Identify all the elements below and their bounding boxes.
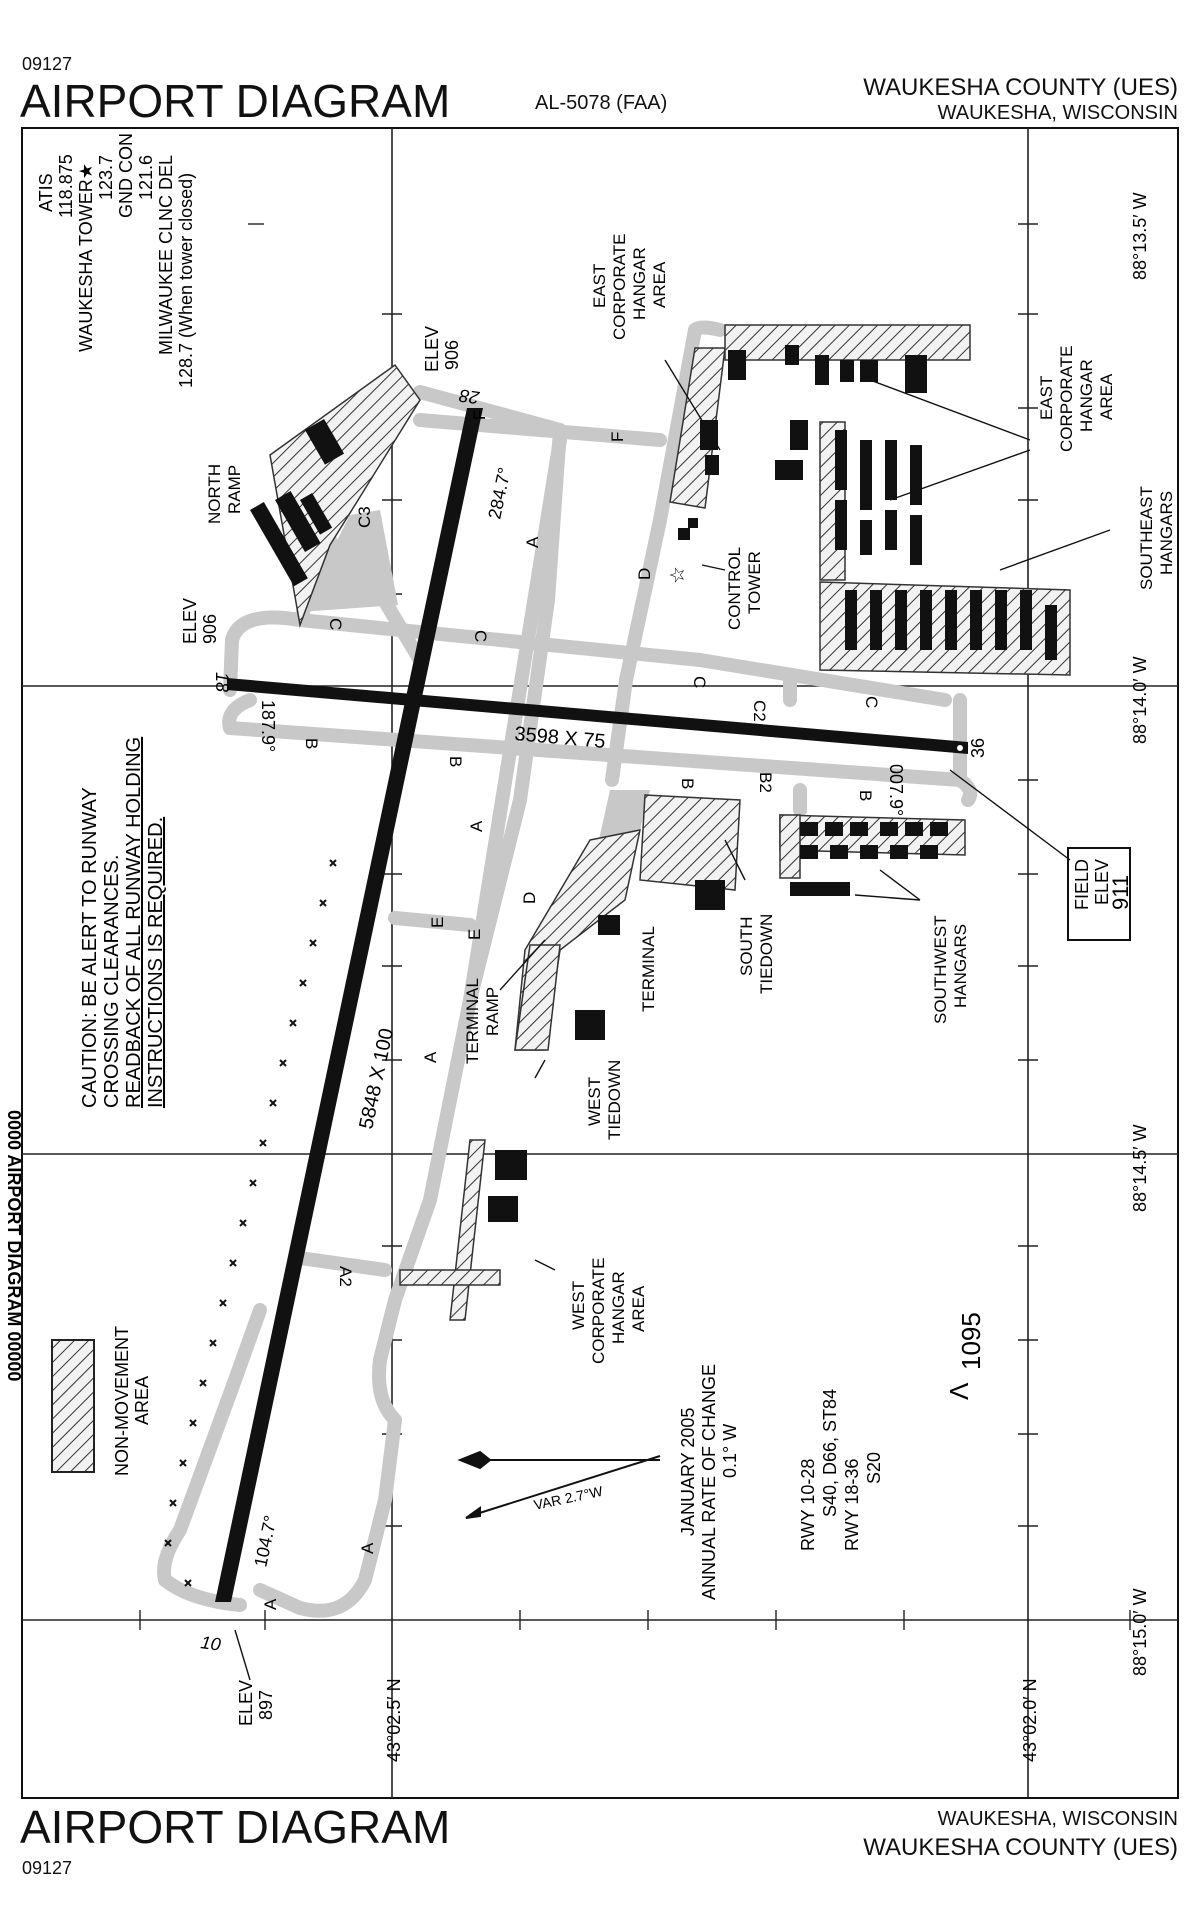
gnd-freq: 121.6 xyxy=(136,154,156,200)
footer-chart-number: 09127 xyxy=(22,1858,73,1878)
lon-label-4: 88°15.0′ W xyxy=(1130,1588,1150,1676)
tower-label: WAUKESHA TOWER★ xyxy=(76,163,96,352)
twy-b-label-4: B xyxy=(856,790,875,802)
north-ramp-line2: RAMP xyxy=(225,464,244,514)
rwy18-end: 18 xyxy=(212,672,232,693)
twy-e-label-2: E xyxy=(465,928,484,940)
west-corp-line2: CORPORATE xyxy=(589,1257,608,1364)
west-tiedown-line1: WEST xyxy=(585,1076,604,1126)
east-corp-w-line1: EAST xyxy=(590,263,609,308)
lon-label-3: 88°14.5′ W xyxy=(1130,1124,1150,1212)
southwest-line2: HANGARS xyxy=(951,923,970,1008)
north-ramp-line1: NORTH xyxy=(205,463,224,524)
twy-a-label-4: A xyxy=(358,1542,377,1554)
twy-c3-label: C3 xyxy=(355,506,374,528)
southeast-line1: SOUTHEAST xyxy=(1137,486,1156,590)
rwy36-end: 36 xyxy=(968,737,988,758)
twy-b-label-1: B xyxy=(302,738,321,750)
twy-c-label-4: C xyxy=(862,696,881,709)
twy-b-label-2: B xyxy=(446,756,465,768)
control-tower-symbol: ☆ xyxy=(667,566,689,584)
twy-c-label-2: C xyxy=(471,630,490,643)
lat-label-1: 43°02.5′ N xyxy=(384,1678,404,1762)
atis-freq: 118.875 xyxy=(56,154,76,218)
caution-line3: READBACK OF ALL RUNWAY HOLDING xyxy=(123,736,145,1108)
lon-label-2: 88°14.0′ W xyxy=(1130,656,1150,744)
terminal-label: TERMINAL xyxy=(639,926,658,1012)
west-corp-line3: HANGAR xyxy=(609,1271,628,1344)
rwy10-end: 10 xyxy=(199,1632,223,1655)
twy-a-label-1: A xyxy=(523,536,542,548)
rwy28-elev-label: ELEV xyxy=(422,325,442,372)
west-corp-line4: AREA xyxy=(629,1285,648,1332)
terminal-ramp-line1: TERMINAL xyxy=(463,978,482,1064)
obstacle-symbol: Λ xyxy=(944,1382,974,1400)
east-corp-w-line4: AREA xyxy=(650,261,669,308)
rwy1-label: RWY 10-28 xyxy=(798,1458,818,1551)
south-tiedown-line2: TIEDOWN xyxy=(757,913,776,994)
chart-number: 09127 xyxy=(22,54,73,74)
lon-label-1: 88°13.5′ W xyxy=(1130,192,1150,280)
rwy10-elev-label: ELEV xyxy=(236,1679,256,1726)
rwy18-heading: 187.9° xyxy=(258,700,278,753)
twy-a-label-2: A xyxy=(467,820,486,832)
legend-line1: NON-MOVEMENT xyxy=(112,1326,132,1476)
rwy1-value: S40, D66, ST84 xyxy=(820,1388,840,1517)
rwy28-elev: 906 xyxy=(442,339,462,370)
south-tiedown-line1: SOUTH xyxy=(737,916,756,976)
atis-label: ATIS xyxy=(36,173,56,212)
magvar-rate: 0.1° W xyxy=(720,1423,740,1478)
twy-c-label-3: C xyxy=(690,676,709,689)
clnc-label: MILWAUKEE CLNC DEL xyxy=(156,154,176,355)
east-corp-e-line1: EAST xyxy=(1037,375,1056,420)
rwy18-36-dims: 3598 X 75 xyxy=(513,723,607,753)
clnc-freq: 128.7 (When tower closed) xyxy=(176,172,196,388)
twy-b2-label: B2 xyxy=(756,772,775,793)
magvar-rate-label: ANNUAL RATE OF CHANGE xyxy=(699,1363,719,1600)
legend-hatch-swatch xyxy=(52,1340,94,1472)
gnd-label: GND CON xyxy=(116,133,136,218)
west-corp-line1: WEST xyxy=(569,1280,588,1330)
east-corp-e-line2: CORPORATE xyxy=(1057,345,1076,452)
east-corp-w-line2: CORPORATE xyxy=(610,233,629,340)
rwy36-heading: 007.9° xyxy=(886,764,906,817)
twy-a2-label: A2 xyxy=(336,1266,355,1287)
lat-label-2: 43°02.0′ N xyxy=(1020,1678,1040,1762)
terminal-ramp-line2: RAMP xyxy=(483,986,502,1036)
rwy10-heading: 104.7° xyxy=(250,1513,281,1569)
caution-line2: CROSSING CLEARANCES. xyxy=(101,854,123,1108)
east-corp-e-line3: HANGAR xyxy=(1077,359,1096,432)
rwy2-label: RWY 18-36 xyxy=(842,1458,862,1551)
twy-c-label-1: C xyxy=(326,618,345,631)
obstacle-height: 1095 xyxy=(956,1312,986,1370)
field-elev-value: 911 xyxy=(1108,874,1133,910)
twy-f-label-2: F xyxy=(608,431,627,442)
twy-b-label-3: B xyxy=(678,778,697,790)
control-tower-line2: TOWER xyxy=(745,551,764,614)
airport-name: WAUKESHA COUNTY (UES) xyxy=(863,74,1178,101)
control-tower-line1: CONTROL xyxy=(725,546,744,630)
east-corp-w-line3: HANGAR xyxy=(630,247,649,320)
legend-line2: AREA xyxy=(132,1375,152,1425)
twy-a-label-3: A xyxy=(421,1051,440,1063)
edge-text: 0000 AIRPORT DIAGRAM 00000 xyxy=(4,1110,24,1382)
footer-airport-name: WAUKESHA COUNTY (UES) xyxy=(863,1834,1178,1861)
rwy28-heading: 284.7° xyxy=(484,465,515,521)
southeast-line2: HANGARS xyxy=(1157,490,1176,575)
page-title: AIRPORT DIAGRAM xyxy=(20,75,451,127)
southwest-line1: SOUTHWEST xyxy=(931,915,950,1024)
rwy10-elev: 897 xyxy=(256,1689,276,1720)
twy-e-label-1: E xyxy=(428,916,447,928)
field-elev-line2: ELEV xyxy=(1092,858,1112,905)
footer-location: WAUKESHA, WISCONSIN xyxy=(937,1808,1178,1830)
rwy10-28-dims: 5848 X 100 xyxy=(355,1026,399,1132)
caution-line4: INSTRUCTIONS IS REQUIRED. xyxy=(145,816,167,1108)
twy-c2-label: C2 xyxy=(750,700,769,722)
twy-f-label-1: F xyxy=(470,409,489,420)
rwy2-value: S20 xyxy=(864,1451,884,1484)
tower-freq: 123.7 xyxy=(96,154,116,200)
al-number: AL-5078 (FAA) xyxy=(535,92,668,114)
west-tiedown-line2: TIEDOWN xyxy=(605,1059,624,1140)
rwy18-elev-label: ELEV xyxy=(180,597,200,644)
magvar-arrows xyxy=(460,1452,660,1518)
footer-title: AIRPORT DIAGRAM xyxy=(20,1801,451,1853)
east-corp-e-line4: AREA xyxy=(1097,373,1116,420)
field-elev-line1: FIELD xyxy=(1072,858,1092,910)
twy-d-label-1: D xyxy=(635,567,654,580)
twy-d-label-2: D xyxy=(520,891,539,904)
caution-line1: CAUTION: BE ALERT TO RUNWAY xyxy=(79,787,101,1108)
magvar-var: VAR 2.7°W xyxy=(532,1482,605,1513)
location: WAUKESHA, WISCONSIN xyxy=(937,102,1178,124)
magvar-date: JANUARY 2005 xyxy=(678,1407,698,1536)
rwy28-end: 28 xyxy=(457,385,481,408)
rwy18-elev: 906 xyxy=(200,613,220,644)
twy-a-label-5: A xyxy=(261,1598,280,1610)
